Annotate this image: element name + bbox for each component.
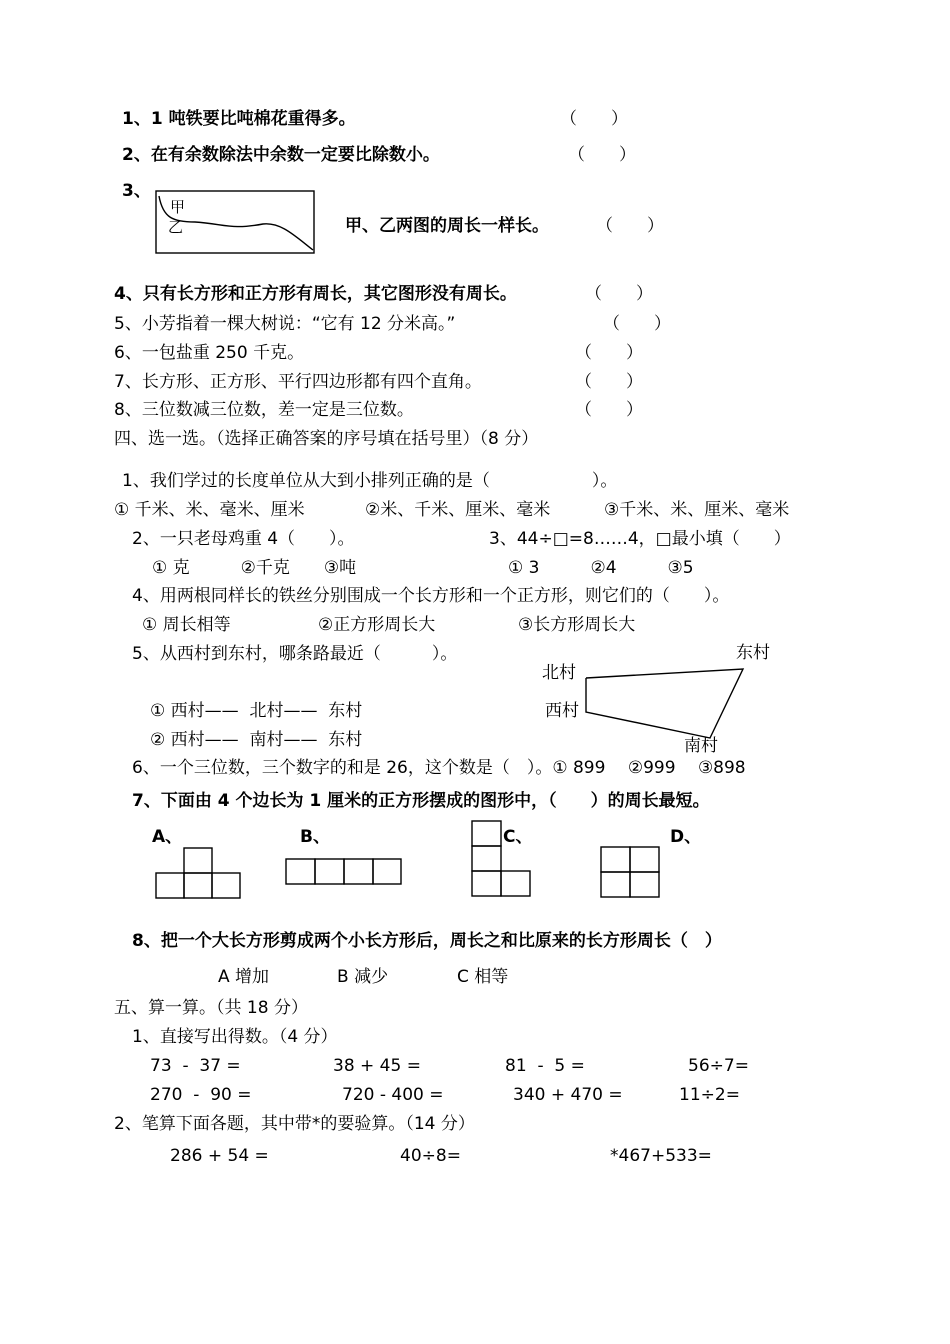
shape-a [155,847,245,899]
calc-row3-item1: 286 + 54 = [170,1146,269,1166]
shape-c [471,820,533,898]
shape-d [600,846,662,898]
calc-row3-item3: *467+533= [610,1146,712,1166]
judge-q3: 甲、乙两图的周长一样长。 [345,216,549,236]
calc-row2-item2: 720 - 400 = [342,1085,444,1105]
choose-q1: 1、我们学过的长度单位从大到小排列正确的是（ ）。 [122,471,618,491]
choose-q5: 5、从西村到东村，哪条路最近（ ）。 [132,644,458,664]
judge-q8-answer[interactable]: （ ） [575,400,643,420]
judge-q6-answer[interactable]: （ ） [575,343,643,363]
choose-q3-options: ① 3 ②4 ③5 [508,558,694,578]
judge-q3-answer[interactable]: （ ） [596,216,664,236]
judge-q5-answer[interactable]: （ ） [603,314,671,334]
shape-d-label: D、 [670,827,702,847]
choose-q5-option-2: ② 西村—— 南村—— 东村 [150,730,363,750]
map-label-east: 东村 [736,643,770,663]
choose-q2-options: ① 克 ②千克 ③吨 [152,558,357,578]
judge-q2: 2、在有余数除法中余数一定要比除数小。 [122,145,440,165]
judge-q6: 6、一包盐重 250 千克。 [114,343,305,363]
judge-q4: 4、只有长方形和正方形有周长，其它图形没有周长。 [114,284,517,304]
map-label-south: 南村 [684,736,718,756]
map-label-west: 西村 [545,701,579,721]
calc-heading: 五、算一算。（共 18 分） [114,998,308,1018]
judge-q4-answer[interactable]: （ ） [585,284,653,304]
choose-q8-option-a: A 增加 [218,967,270,987]
calc-row1-item1: 73 - 37 = [150,1056,241,1076]
calc-sub2: 2、笔算下面各题，其中带*的要验算。（14 分） [114,1114,475,1134]
shape-b-label: B、 [300,827,330,847]
calc-row2-item4: 11÷2= [679,1085,740,1105]
judge-q7-answer[interactable]: （ ） [575,372,643,392]
choose-q5-option-1: ① 西村—— 北村—— 东村 [150,701,363,721]
map-label-north: 北村 [542,663,576,683]
choose-q8-option-b: B 减少 [337,967,389,987]
calc-row1-item3: 81 - 5 = [505,1056,585,1076]
jia-label: 甲 [170,198,186,216]
judge-q1: 1、1 吨铁要比吨棉花重得多。 [122,109,356,129]
shape-b [285,858,403,886]
village-map [580,660,750,740]
choose-q1-option-1: ① 千米、米、毫米、厘米 [114,500,305,520]
shape-a-label: A、 [152,827,183,847]
choose-q4: 4、用两根同样长的铁丝分别围成一个长方形和一个正方形，则它们的（ ）。 [132,586,730,606]
calc-row1-item4: 56÷7= [688,1056,749,1076]
yi-label: 乙 [168,218,184,236]
judge-q1-answer[interactable]: （ ） [560,109,628,129]
calc-row2-item1: 270 - 90 = [150,1085,252,1105]
calc-sub1: 1、直接写出得数。（4 分） [132,1027,338,1047]
choose-q6: 6、一个三位数，三个数字的和是 26，这个数是（ ）。① 899 ②999 ③898 [132,758,746,778]
calc-row1-item2: 38 + 45 = [333,1056,421,1076]
choose-q1-option-2: ②米、千米、厘米、毫米 [365,500,551,520]
judge-q2-answer[interactable]: （ ） [568,145,636,165]
choose-q4-option-2: ②正方形周长大 [318,615,436,635]
judge-q3-number: 3、 [122,181,151,201]
judge-q8: 8、三位数减三位数，差一定是三位数。 [114,400,414,420]
choose-q3: 3、44÷□=8……4，□最小填（ ） [489,529,791,549]
choose-q2: 2、一只老母鸡重 4（ ）。 [132,529,355,549]
choose-q4-option-3: ③长方形周长大 [518,615,636,635]
calc-row2-item3: 340 + 470 = [513,1085,623,1105]
choose-heading: 四、选一选。（选择正确答案的序号填在括号里）（8 分） [114,429,539,449]
choose-q4-option-1: ① 周长相等 [142,615,231,635]
shape-c-label: C、 [503,827,533,847]
choose-q1-option-3: ③千米、米、厘米、毫米 [604,500,790,520]
choose-q8-option-c: C 相等 [457,967,509,987]
judge-q5: 5、小芳指着一棵大树说：“它有 12 分米高。” [114,314,456,334]
choose-q7: 7、下面由 4 个边长为 1 厘米的正方形摆成的图形中，（ ）的周长最短。 [132,791,710,811]
judge-q7: 7、长方形、正方形、平行四边形都有四个直角。 [114,372,482,392]
calc-row3-item2: 40÷8= [400,1146,461,1166]
choose-q8: 8、把一个大长方形剪成两个小长方形后，周长之和比原来的长方形周长（ ） [132,931,722,951]
